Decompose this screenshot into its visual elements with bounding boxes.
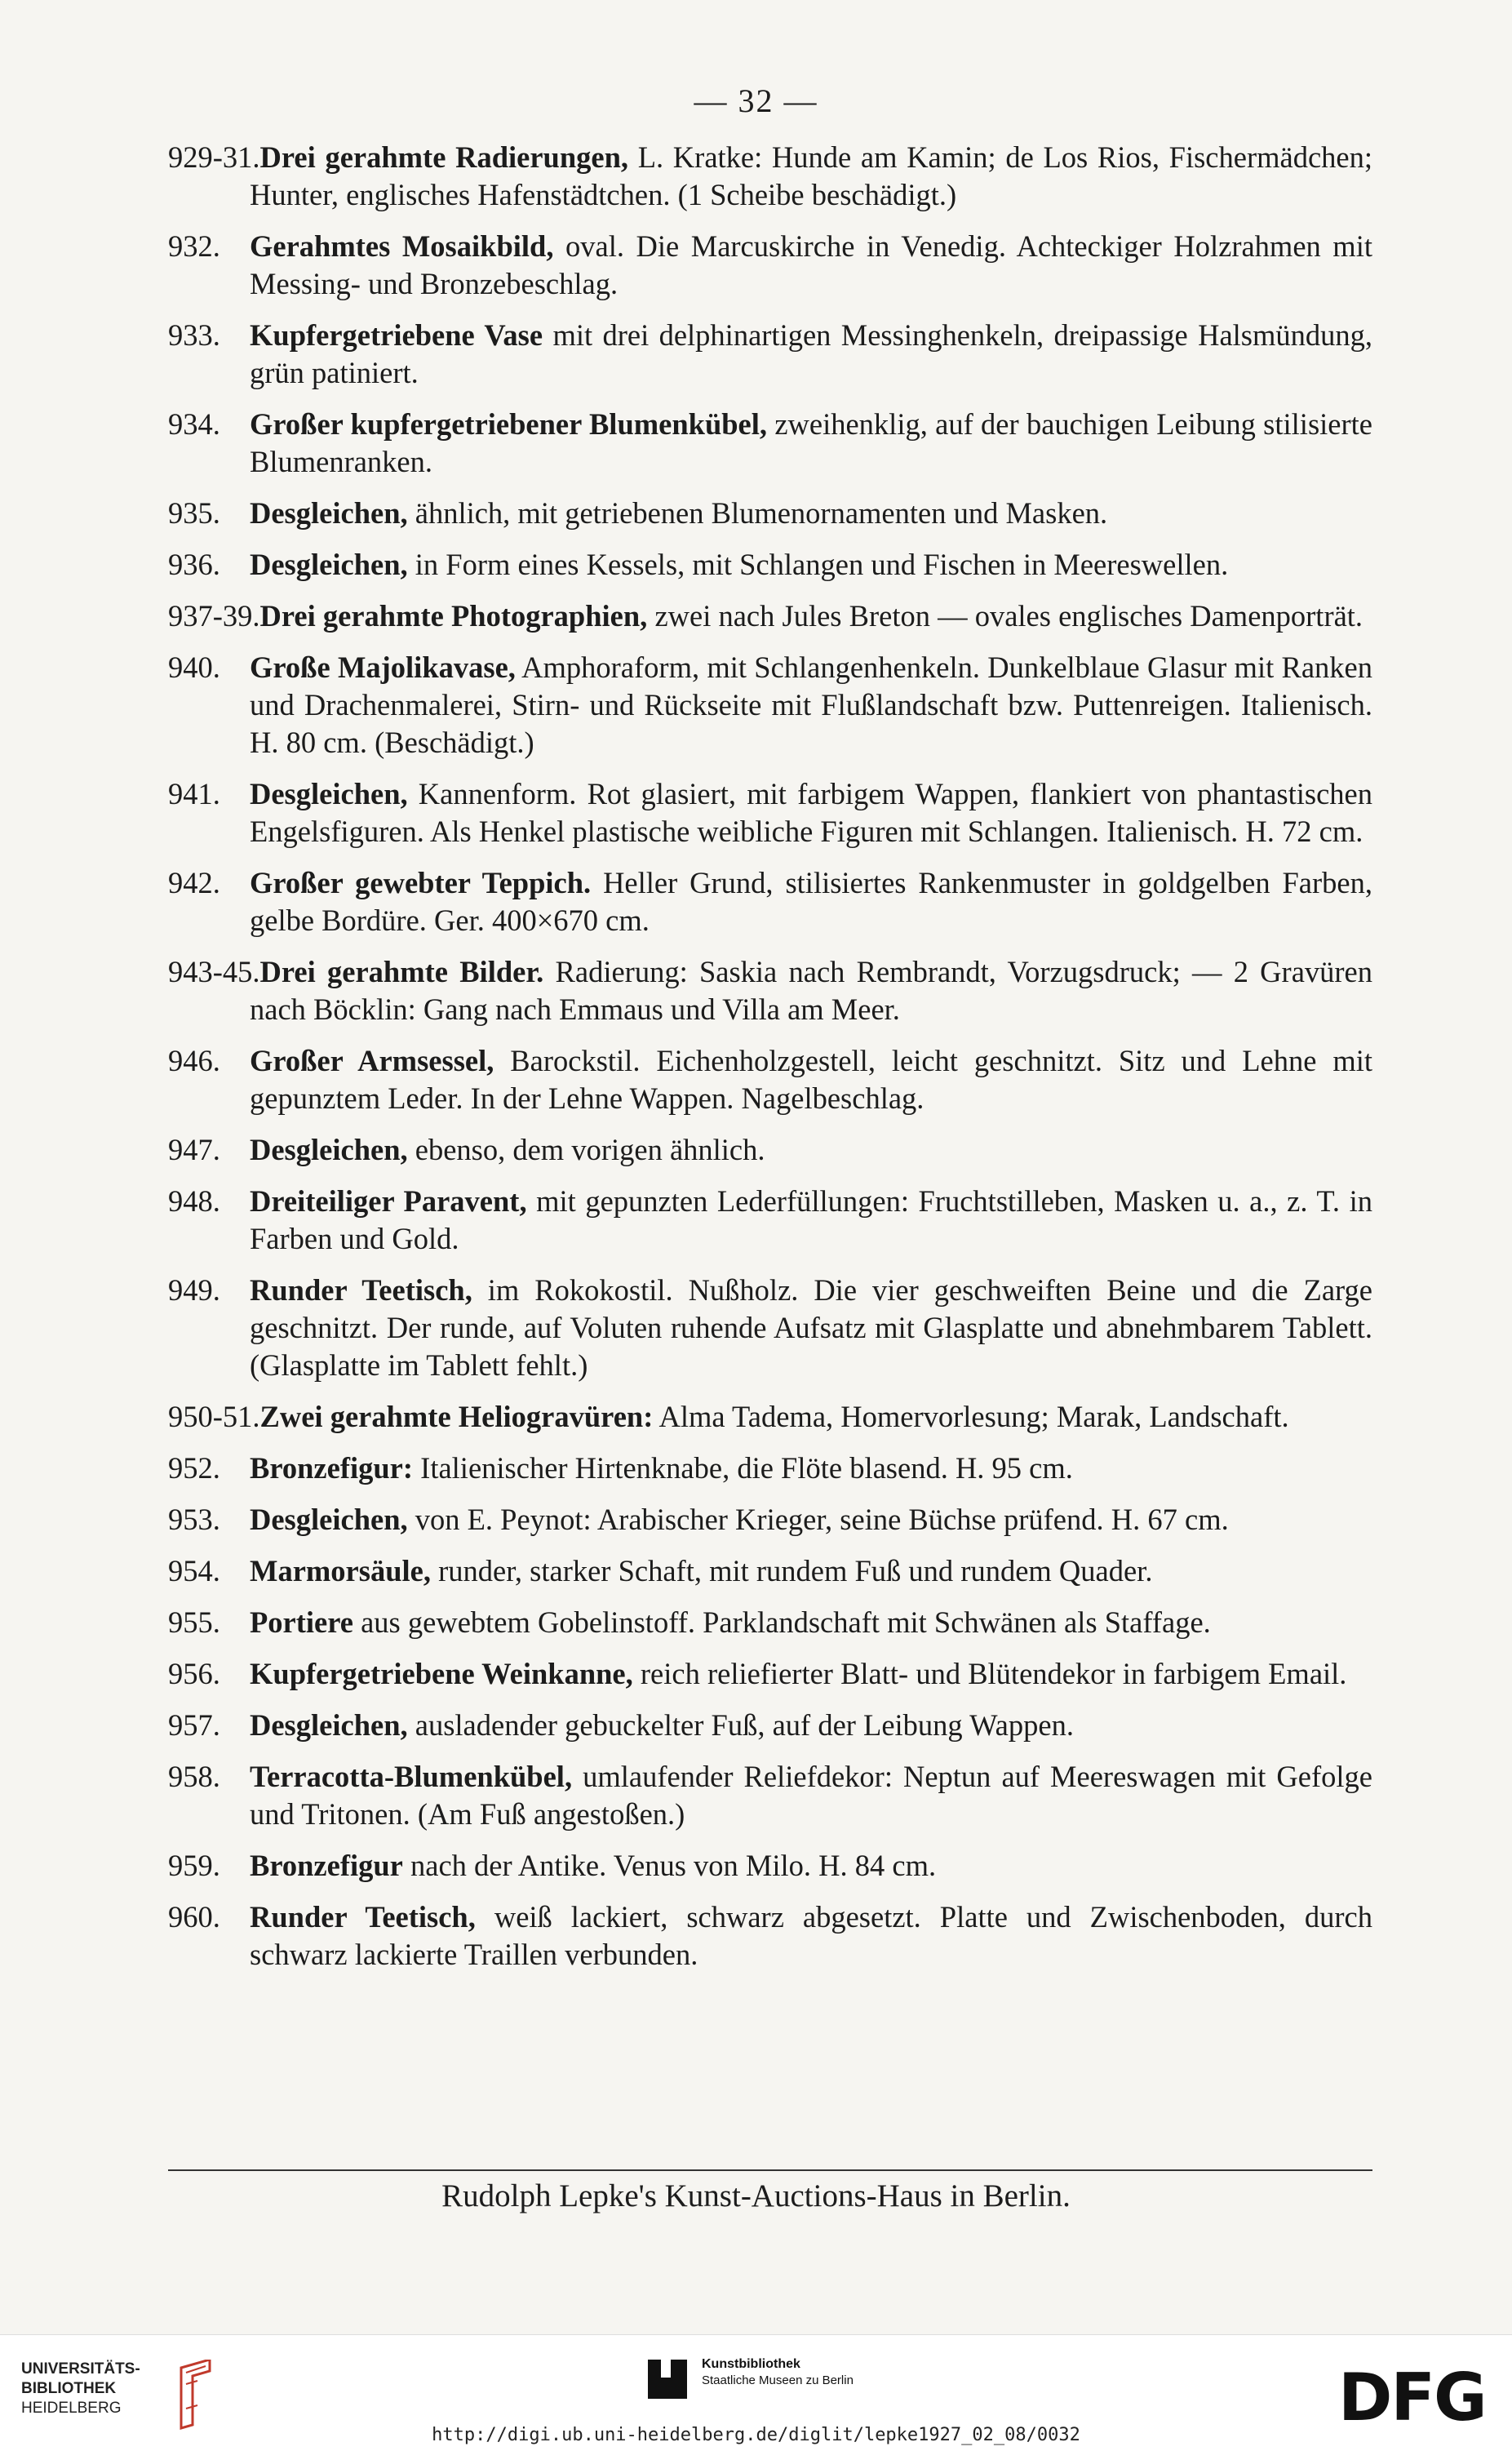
catalog-entry	[168, 317, 1372, 392]
entry-title: Desgleichen,	[250, 1708, 408, 1742]
page-url[interactable]: http://digi.ub.uni-heidelberg.de/diglit/lepke1927_02_08/0032	[432, 2425, 1080, 2445]
catalog-entry	[168, 1042, 1372, 1117]
entry-number: 950-51.	[168, 1400, 260, 1433]
ub-heidelberg-logo[interactable]	[21, 2360, 217, 2433]
entry-number: 960.	[168, 1900, 220, 1934]
entry-number: 932.	[168, 229, 220, 263]
entry-title: Desgleichen,	[250, 548, 408, 581]
catalog-entry	[168, 597, 1372, 635]
entry-description: Radierung: Saskia nach Rembrandt, Vorzugsdruck; — 2 Gravüren nach Böcklin: Gang nach Emmaus und Villa am Meer.	[250, 955, 1372, 1026]
entry-description: Kannenform. Rot glasiert, mit farbigem Wappen, flankiert von phantastischen Engelsfiguren. Als Henkel plastische weibliche Figuren mit Schlangen. Italienisch. H. 72 cm.	[250, 777, 1372, 848]
entry-title: Dreiteiliger Paravent,	[250, 1184, 527, 1218]
entry-number: 933.	[168, 318, 220, 352]
entry-description: im Rokokostil. Nußholz. Die vier geschweiften Beine und die Zarge geschnitzt. Der runde, auf Voluten ruhende Aufsatz mit Glasplatte und abnehmbarem Tablett. (Glasplatte im Tablett fehlt.)	[250, 1273, 1372, 1382]
entry-description: ebenso, dem vorigen ähnlich.	[407, 1133, 765, 1166]
catalog-entry	[168, 1707, 1372, 1744]
entry-title: Portiere	[250, 1605, 353, 1639]
entry-title: Drei gerahmte Radierungen,	[259, 140, 629, 174]
entry-title: Zwei gerahmte Heliogravüren:	[259, 1400, 654, 1433]
entry-number: 955.	[168, 1605, 220, 1639]
entry-title: Großer Armsessel,	[250, 1044, 494, 1077]
entry-title: Drei gerahmte Bilder.	[259, 955, 544, 988]
page-number: — 32 —	[694, 82, 818, 119]
entry-number: 953.	[168, 1503, 220, 1536]
ub-mark-icon	[165, 2360, 222, 2433]
entry-number: 943-45.	[168, 955, 260, 988]
entry-number: 947.	[168, 1133, 220, 1166]
catalog-entries	[168, 139, 1372, 1987]
entry-title: Desgleichen,	[250, 1133, 408, 1166]
entry-title: Terracotta-Blumenkübel,	[250, 1760, 573, 1793]
entry-title: Kupfergetriebene Vase	[250, 318, 543, 352]
entry-number: 940.	[168, 650, 220, 684]
entry-description: Heller Grund, stilisiertes Rankenmuster in goldgelben Farben, gelbe Bordüre. Ger. 400×670 cm.	[250, 866, 1372, 937]
entry-title: Desgleichen,	[250, 496, 408, 530]
divider-line	[168, 2169, 1372, 2171]
catalog-entry	[168, 864, 1372, 939]
entry-title: Bronzefigur:	[250, 1451, 414, 1485]
entry-title: Runder Teetisch,	[250, 1900, 476, 1934]
entry-number: 937-39.	[168, 599, 260, 633]
ub-logo-line3: HEIDELBERG	[21, 2400, 122, 2417]
entry-description: Italienischer Hirtenknabe, die Flöte blasend. H. 95 cm.	[413, 1451, 1073, 1485]
entry-description: von E. Peynot: Arabischer Krieger, seine Büchse prüfend. H. 67 cm.	[407, 1503, 1229, 1536]
entry-description: umlaufender Reliefdekor: Neptun auf Meereswagen mit Gefolge und Tritonen. (Am Fuß angestoßen.)	[250, 1760, 1372, 1831]
entry-description: mit drei delphinartigen Messinghenkeln, dreipassige Halsmündung, grün patiniert.	[250, 318, 1373, 389]
entry-description: Barockstil. Eichenholzgestell, leicht geschnitzt. Sitz und Lehne mit gepunztem Leder. In der Lehne Wappen. Nagelbeschlag.	[250, 1044, 1373, 1115]
catalog-entry	[168, 1758, 1372, 1833]
entry-description: aus gewebtem Gobelinstoff. Parklandschaft mit Schwänen als Staffage.	[353, 1605, 1211, 1639]
entry-number: 929-31.	[168, 140, 260, 174]
catalog-entry	[168, 1131, 1372, 1169]
entry-description: runder, starker Schaft, mit rundem Fuß und rundem Quader.	[430, 1554, 1153, 1587]
catalog-entry	[168, 1501, 1372, 1539]
entry-description: ausladender gebuckelter Fuß, auf der Leibung Wappen.	[407, 1708, 1074, 1742]
entry-title: Große Majolikavase,	[250, 650, 516, 684]
catalog-entry	[168, 1604, 1372, 1641]
entry-title: Großer gewebter Teppich.	[250, 866, 592, 899]
entry-description: ähnlich, mit getriebenen Blumenornamenten und Masken.	[407, 496, 1108, 530]
entry-number: 959.	[168, 1849, 220, 1882]
ub-logo-line1: UNIVERSITÄTS-	[21, 2360, 140, 2378]
entry-description: oval. Die Marcuskirche in Venedig. Achteckiger Holzrahmen mit Messing- und Bronzebeschlag.	[250, 229, 1372, 300]
catalog-entry	[168, 1552, 1372, 1590]
entry-description: L. Kratke: Hunde am Kamin; de Los Rios, Fischermädchen; Hunter, englisches Hafenstädtchen. (1 Scheibe beschädigt.)	[250, 140, 1372, 211]
footer-bar	[0, 2334, 1512, 2451]
kunstbibliothek-logo[interactable]	[645, 2355, 889, 2412]
entry-title: Bronzefigur	[250, 1849, 403, 1882]
entry-title: Drei gerahmte Photographien,	[259, 599, 648, 633]
catalog-entry	[168, 1655, 1372, 1693]
entry-number: 941.	[168, 777, 220, 810]
entry-number: 946.	[168, 1044, 220, 1077]
entry-title: Runder Teetisch,	[250, 1273, 472, 1307]
entry-number: 952.	[168, 1451, 220, 1485]
entry-description: zweihenklig, auf der bauchigen Leibung stilisierte Blumenranken.	[250, 407, 1372, 478]
entry-description: mit gepunzten Lederfüllungen: Fruchtstilleben, Masken u. a., z. T. in Farben und Gold.	[250, 1184, 1372, 1255]
catalog-entry	[168, 1272, 1372, 1384]
ub-logo-line2: BIBLIOTHEK	[21, 2380, 117, 2397]
entry-description: weiß lackiert, schwarz abgesetzt. Platte und Zwischenboden, durch schwarz lackierte Traillen verbunden.	[250, 1900, 1372, 1971]
kb-line2: Staatliche Museen zu Berlin	[702, 2373, 854, 2387]
entry-description: in Form eines Kessels, mit Schlangen und Fischen in Meereswellen.	[407, 548, 1229, 581]
entry-number: 936.	[168, 548, 220, 581]
catalog-entry	[168, 953, 1372, 1028]
entry-number: 956.	[168, 1657, 220, 1690]
catalog-entry	[168, 1847, 1372, 1885]
entry-number: 934.	[168, 407, 220, 441]
entry-title: Großer kupfergetriebener Blumenkübel,	[250, 407, 768, 441]
entry-number: 957.	[168, 1708, 220, 1742]
entry-number: 948.	[168, 1184, 220, 1218]
entry-title: Desgleichen,	[250, 777, 408, 810]
entry-description: Alma Tadema, Homervorlesung; Marak, Landschaft.	[653, 1400, 1289, 1433]
entry-description: Amphoraform, mit Schlangenhenkeln. Dunkelblaue Glasur mit Ranken und Drachenmalerei, Stirn- und Rückseite mit Flußlandschaft bzw. Puttenreigen. Italienisch. H. 80 cm. (Beschädigt.)	[250, 650, 1372, 759]
catalog-entry	[168, 1398, 1372, 1436]
entry-number: 949.	[168, 1273, 220, 1307]
entry-description: zwei nach Jules Breton — ovales englisches Damenporträt.	[647, 599, 1363, 633]
catalog-entry	[168, 228, 1372, 303]
catalog-entry	[168, 546, 1372, 584]
catalog-entry	[168, 1450, 1372, 1487]
entry-title: Marmorsäule,	[250, 1554, 431, 1587]
dfg-logo[interactable]: DFG	[1338, 2360, 1486, 2435]
entry-number: 958.	[168, 1760, 220, 1793]
entry-description: reich reliefierter Blatt- und Blütendekor in farbigem Email.	[632, 1657, 1347, 1690]
entry-number: 954.	[168, 1554, 220, 1587]
catalog-entry	[168, 495, 1372, 532]
publisher-line: Rudolph Lepke's Kunst-Auctions-Haus in Berlin.	[441, 2178, 1071, 2213]
catalog-entry	[168, 1898, 1372, 1974]
catalog-entry	[168, 139, 1372, 214]
entry-title: Desgleichen,	[250, 1503, 408, 1536]
entry-number: 935.	[168, 496, 220, 530]
entry-title: Kupfergetriebene Weinkanne,	[250, 1657, 633, 1690]
kunstbibliothek-icon	[645, 2356, 690, 2402]
entry-description: nach der Antike. Venus von Milo. H. 84 cm.	[402, 1849, 937, 1882]
entry-title: Gerahmtes Mosaikbild,	[250, 229, 554, 263]
catalog-entry	[168, 1183, 1372, 1258]
catalog-entry	[168, 649, 1372, 761]
entry-number: 942.	[168, 866, 220, 899]
kb-line1: Kunstbibliothek	[702, 2357, 800, 2371]
catalog-entry	[168, 406, 1372, 481]
catalog-entry	[168, 775, 1372, 850]
